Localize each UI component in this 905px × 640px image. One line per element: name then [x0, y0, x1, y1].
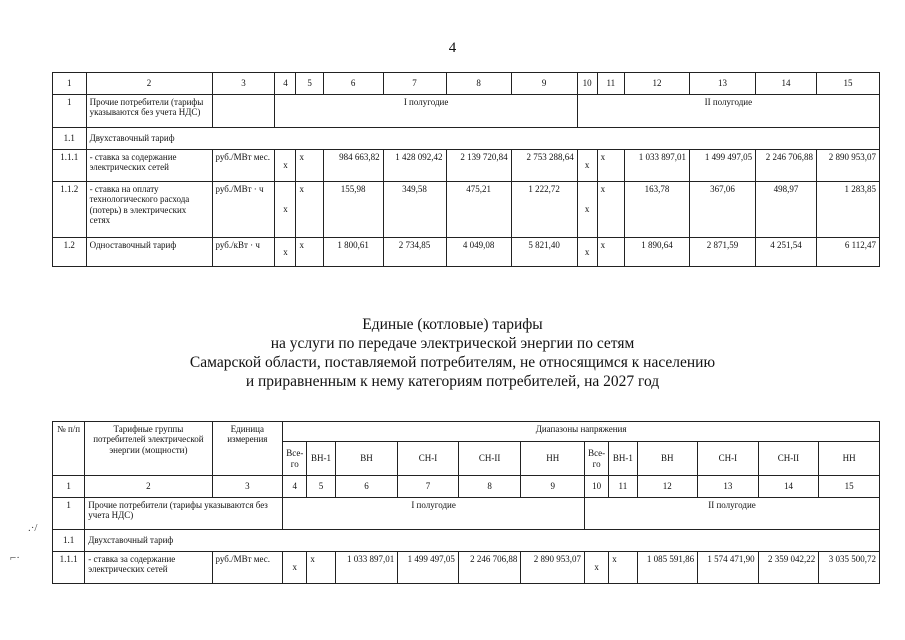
col-num: 12 [637, 476, 698, 498]
row-label: Двухставочный тариф [86, 128, 879, 150]
header-row [53, 422, 880, 442]
value-cell: 2 246 706,88 [756, 150, 817, 182]
col-num: 5 [296, 73, 323, 95]
half-year-1-label: I полугодие [283, 498, 585, 530]
document-heading [0, 315, 905, 391]
x-cell: х [597, 150, 624, 182]
sub-header: ВН [335, 442, 398, 476]
col-num: 11 [609, 476, 637, 498]
value-cell: 1 428 092,42 [383, 150, 446, 182]
col-num: 2 [85, 476, 212, 498]
value-cell: 1 499 497,05 [689, 150, 755, 182]
row-label: Двухставочный тариф [85, 530, 880, 552]
x-cell: х [307, 552, 335, 584]
value-cell: 2 871,59 [689, 238, 755, 267]
table-row [53, 182, 880, 238]
value-cell: 2 359 042,22 [758, 552, 819, 584]
row-label: Одноставочный тариф [86, 238, 212, 267]
column-number-row [53, 73, 880, 95]
value-cell: 163,78 [624, 182, 689, 238]
sub-header: СН-II [758, 442, 819, 476]
row-label: - ставка за содержание электрических сетей [85, 552, 212, 584]
scan-mark: .·/ [28, 522, 38, 534]
col-num: 5 [307, 476, 335, 498]
x-cell: х [296, 150, 323, 182]
col-num: 2 [86, 73, 212, 95]
x-cell: х [296, 182, 323, 238]
value-cell: 1 222,72 [511, 182, 577, 238]
col-num: 1 [53, 476, 85, 498]
tariff-table-2026 [52, 72, 880, 267]
column-number-row [53, 476, 880, 498]
value-cell: 2 246 706,88 [458, 552, 521, 584]
heading-line: Самарской области, поставляемой потребителям, не относящимся к населению [189, 354, 716, 371]
unit-cell: руб./МВт · ч [212, 182, 275, 238]
unit-cell: руб./МВт мес. [212, 150, 275, 182]
unit-cell [212, 95, 275, 128]
value-cell: 2 890 953,07 [521, 552, 585, 584]
value-cell: 1 085 591,86 [637, 552, 698, 584]
col-num: 8 [458, 476, 521, 498]
value-cell: 1 800,61 [323, 238, 383, 267]
row-number: 1.2 [53, 238, 87, 267]
col-num: 3 [212, 73, 275, 95]
x-cell: х [577, 150, 597, 182]
row-number: 1.1 [53, 530, 85, 552]
x-cell: х [275, 182, 296, 238]
half-year-1-label: I полугодие [275, 95, 577, 128]
half-year-2-label: II полугодие [577, 95, 879, 128]
table-row [53, 150, 880, 182]
value-cell: 1 283,85 [816, 182, 879, 238]
table-row [53, 498, 880, 530]
x-cell: х [275, 238, 296, 267]
header-ranges: Диапазоны напряжения [283, 422, 880, 442]
col-num: 14 [758, 476, 819, 498]
col-num: 10 [577, 73, 597, 95]
half-year-2-label: II полугодие [585, 498, 880, 530]
row-label: Прочие потребители (тарифы указываются без учета НДС) [85, 498, 283, 530]
value-cell: 367,06 [689, 182, 755, 238]
value-cell: 5 821,40 [511, 238, 577, 267]
row-number: 1.1.1 [53, 552, 85, 584]
sub-header: Все-го [283, 442, 307, 476]
row-label: Прочие потребители (тарифы указываются без учета НДС) [86, 95, 212, 128]
col-num: 9 [521, 476, 585, 498]
value-cell: 1 033 897,01 [624, 150, 689, 182]
heading-line: и приравненным к нему категориям потребителей, на 2027 год [245, 373, 660, 390]
sub-header: Все-го [585, 442, 609, 476]
sub-header: НН [819, 442, 880, 476]
sub-header: СН-I [698, 442, 759, 476]
row-number: 1.1.1 [53, 150, 87, 182]
table-row [53, 238, 880, 267]
x-cell: х [585, 552, 609, 584]
col-num: 15 [819, 476, 880, 498]
value-cell: 2 753 288,64 [511, 150, 577, 182]
header-num: № п/п [53, 422, 85, 476]
col-num: 12 [624, 73, 689, 95]
col-num: 13 [698, 476, 759, 498]
scan-mark: ⌐· [10, 552, 20, 564]
value-cell: 1 574 471,90 [698, 552, 759, 584]
value-cell: 498,97 [756, 182, 817, 238]
col-num: 9 [511, 73, 577, 95]
value-cell: 4 049,08 [446, 238, 511, 267]
col-num: 1 [53, 73, 87, 95]
heading-line: на услуги по передаче электрической энергии по сетям [270, 335, 635, 352]
table-row [53, 128, 880, 150]
col-num: 15 [816, 73, 879, 95]
x-cell: х [296, 238, 323, 267]
value-cell: 6 112,47 [816, 238, 879, 267]
table-row [53, 530, 880, 552]
value-cell: 4 251,54 [756, 238, 817, 267]
value-cell: 475,21 [446, 182, 511, 238]
row-number: 1 [53, 95, 87, 128]
sub-header: ВН [637, 442, 698, 476]
row-number: 1.1.2 [53, 182, 87, 238]
header-unit: Единица измерения [212, 422, 283, 476]
value-cell: 984 663,82 [323, 150, 383, 182]
row-label: - ставка на оплату технологического расхода (потерь) в электрических сетях [86, 182, 212, 238]
value-cell: 1 890,64 [624, 238, 689, 267]
sub-header: ВН-1 [307, 442, 335, 476]
tariff-table-2027 [52, 421, 880, 584]
sub-header: СН-II [458, 442, 521, 476]
unit-cell: руб./кВт · ч [212, 238, 275, 267]
col-num: 11 [597, 73, 624, 95]
row-number: 1.1 [53, 128, 87, 150]
header-groups: Тарифные группы потребителей электрической энергии (мощности) [85, 422, 212, 476]
value-cell: 2 734,85 [383, 238, 446, 267]
table-row [53, 95, 880, 128]
value-cell: 2 139 720,84 [446, 150, 511, 182]
col-num: 13 [689, 73, 755, 95]
x-cell: х [283, 552, 307, 584]
value-cell: 1 499 497,05 [398, 552, 459, 584]
x-cell: х [609, 552, 637, 584]
x-cell: х [577, 238, 597, 267]
col-num: 4 [283, 476, 307, 498]
col-num: 7 [398, 476, 459, 498]
heading-line: Единые (котловые) тарифы [362, 316, 543, 333]
x-cell: х [275, 150, 296, 182]
col-num: 7 [383, 73, 446, 95]
col-num: 6 [323, 73, 383, 95]
col-num: 6 [335, 476, 398, 498]
sub-header: СН-I [398, 442, 459, 476]
value-cell: 2 890 953,07 [816, 150, 879, 182]
row-number: 1 [53, 498, 85, 530]
page-number: 4 [448, 40, 457, 56]
row-label: - ставка за содержание электрических сетей [86, 150, 212, 182]
x-cell: х [577, 182, 597, 238]
value-cell: 155,98 [323, 182, 383, 238]
col-num: 10 [585, 476, 609, 498]
col-num: 3 [212, 476, 283, 498]
value-cell: 3 035 500,72 [819, 552, 880, 584]
x-cell: х [597, 238, 624, 267]
table-row [53, 552, 880, 584]
sub-header: НН [521, 442, 585, 476]
col-num: 4 [275, 73, 296, 95]
sub-header: ВН-1 [609, 442, 637, 476]
x-cell: х [597, 182, 624, 238]
col-num: 14 [756, 73, 817, 95]
value-cell: 349,58 [383, 182, 446, 238]
col-num: 8 [446, 73, 511, 95]
unit-cell: руб./МВт мес. [212, 552, 283, 584]
value-cell: 1 033 897,01 [335, 552, 398, 584]
